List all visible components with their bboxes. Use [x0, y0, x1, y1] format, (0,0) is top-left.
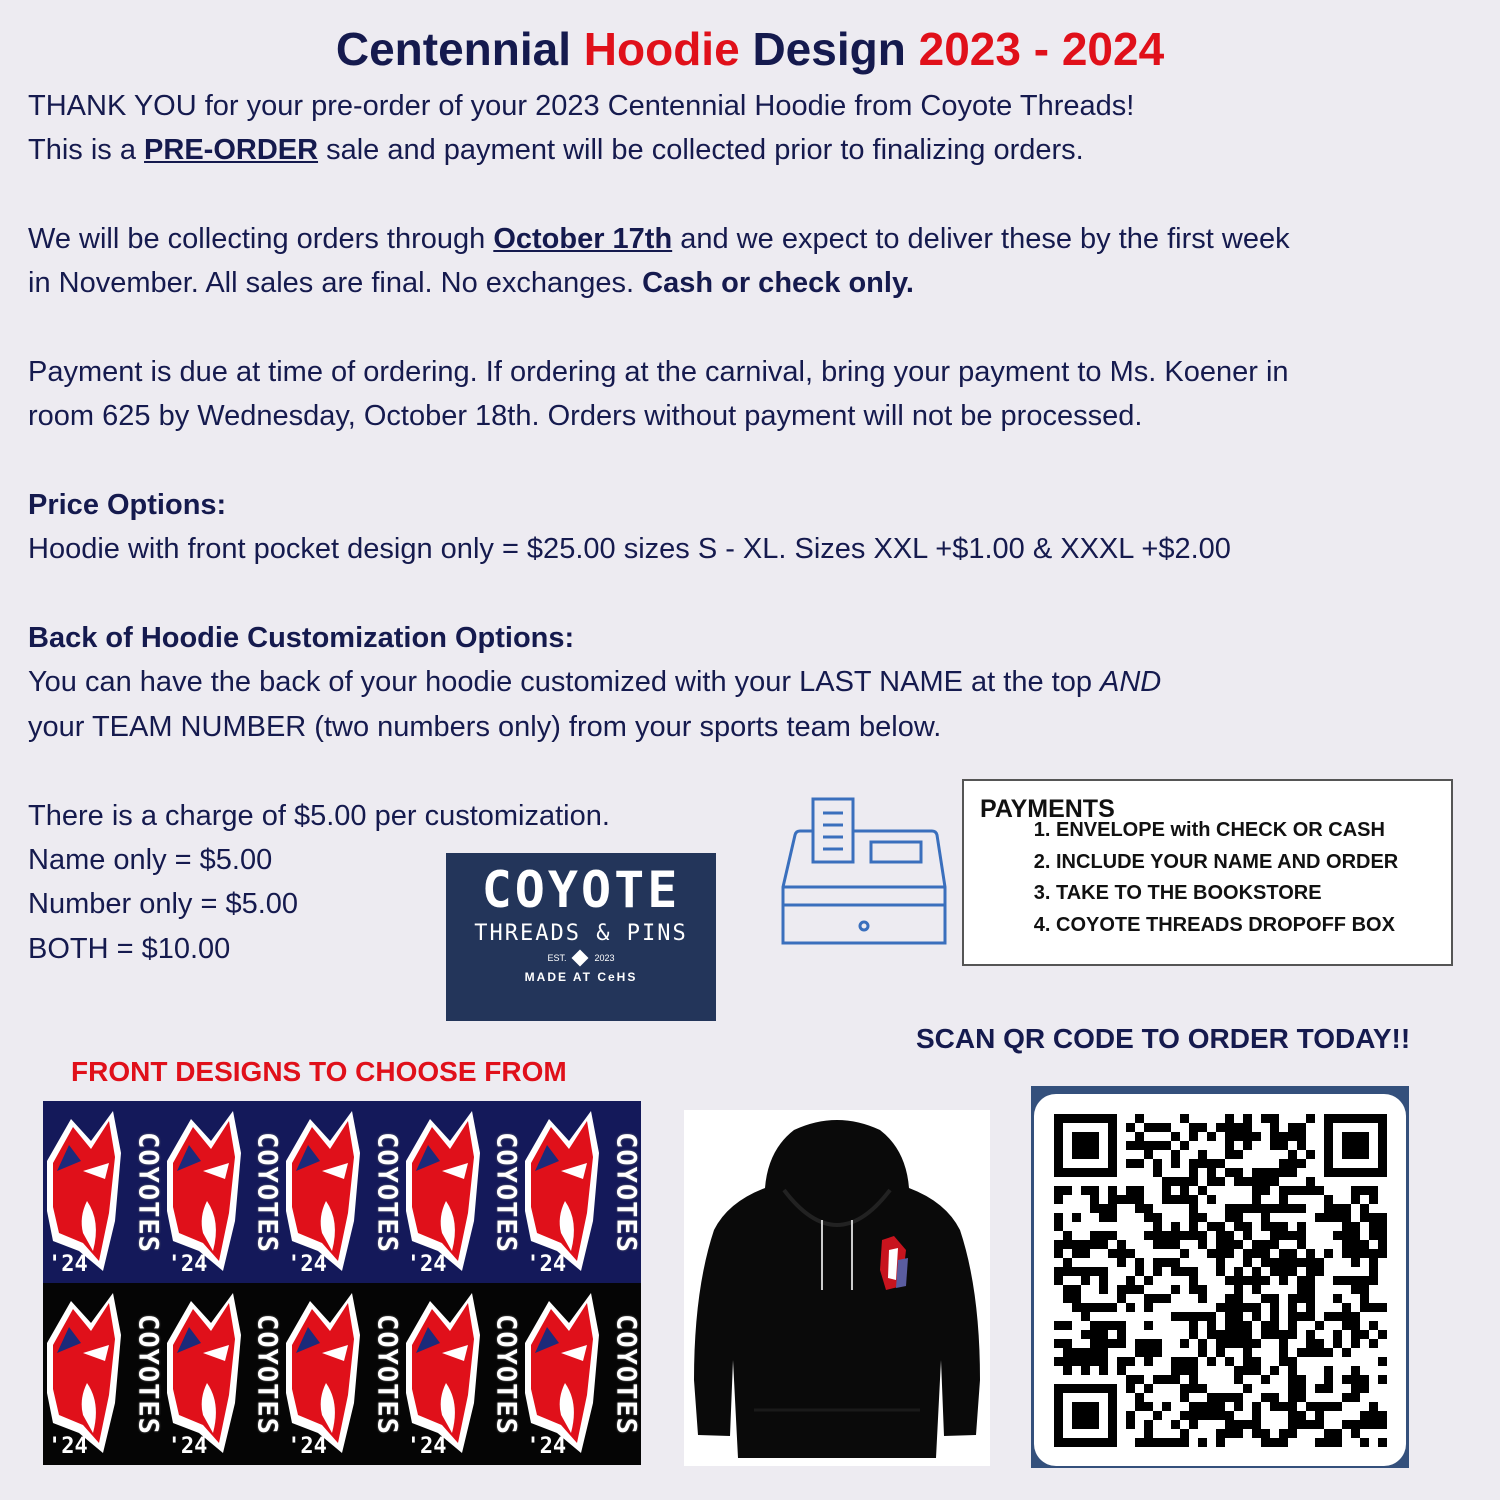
- custom-line-1: [28, 660, 1161, 704]
- logo-threads-pins: THREADS & PINS: [474, 921, 688, 946]
- payment-due-line-2: room 625 by Wednesday, October 18th. Orders without payment will not be processed.: [28, 400, 1143, 432]
- price-text: Hoodie with front pocket design only = $25.00 sizes S - XL. Sizes XXL +$1.00 & XXXL +$2.00: [28, 533, 1231, 565]
- logo-est: EST.: [547, 953, 567, 963]
- qr-code[interactable]: [1034, 1094, 1406, 1466]
- custom-heading: Back of Hoodie Customization Options:: [28, 622, 575, 654]
- deadline-date: October 17th: [493, 223, 673, 255]
- design-year: '24: [287, 1252, 327, 1277]
- design-year: '24: [406, 1434, 447, 1459]
- front-designs-grid: [43, 1101, 641, 1465]
- design-word: COYOTES: [251, 1132, 283, 1253]
- hoodie-photo: [684, 1110, 990, 1466]
- payments-steps: [1016, 815, 1398, 941]
- number-only-price: Number only = $5.00: [28, 888, 299, 920]
- design-word: COYOTES: [490, 1314, 522, 1435]
- design-year: '24: [48, 1252, 88, 1277]
- title-design: Design: [739, 23, 919, 75]
- design-year: '24: [167, 1434, 208, 1459]
- design-word: COYOTES: [490, 1132, 522, 1253]
- diamond-icon: [572, 950, 589, 967]
- custom-line-2: your TEAM NUMBER (two numbers only) from your sports team below.: [28, 711, 942, 743]
- hoodie-illustration: [684, 1110, 990, 1466]
- intro-post: sale and payment will be collected prior to finalizing orders.: [318, 134, 1084, 166]
- custom-line1-text: You can have the back of your hoodie customized with your LAST NAME at the top: [28, 666, 1101, 698]
- design-tile[interactable]: [163, 1283, 283, 1465]
- design-tile[interactable]: [282, 1283, 402, 1465]
- coyote-threads-logo: [446, 853, 716, 1021]
- intro-line-1: THANK YOU for your pre-order of your 2023 Centennial Hoodie from Coyote Threads!: [28, 90, 1135, 122]
- both-price: BOTH = $10.00: [28, 933, 231, 965]
- design-tile[interactable]: [163, 1101, 283, 1283]
- design-word: COYOTES: [371, 1132, 402, 1253]
- design-tile[interactable]: [402, 1101, 522, 1283]
- design-word: COYOTES: [610, 1132, 641, 1253]
- title-centennial: Centennial: [335, 23, 584, 75]
- design-tile[interactable]: [402, 1283, 522, 1465]
- design-year: '24: [406, 1252, 447, 1277]
- payment-step: 2. INCLUDE YOUR NAME AND ORDER: [1056, 847, 1398, 879]
- design-tile[interactable]: [43, 1101, 163, 1283]
- design-year: '24: [167, 1252, 208, 1277]
- dates-line-1: [28, 217, 1290, 261]
- payment-step: 1. ENVELOPE with CHECK OR CASH: [1056, 815, 1398, 847]
- design-word: COYOTES: [132, 1132, 163, 1253]
- logo-made-at: MADE AT CeHS: [524, 970, 638, 984]
- payments-box: [962, 779, 1453, 966]
- design-tile[interactable]: [282, 1101, 402, 1283]
- design-year: '24: [48, 1434, 88, 1459]
- logo-est-row: [446, 952, 716, 964]
- price-heading: Price Options:: [28, 489, 227, 521]
- payments-heading: PAYMENTS: [980, 795, 1115, 823]
- dates-line-2: [28, 261, 914, 305]
- design-word: COYOTES: [251, 1314, 283, 1435]
- qr-code-card: [1034, 1094, 1406, 1466]
- intro-pre: This is a: [28, 134, 145, 166]
- payment-step: 3. TAKE TO THE BOOKSTORE: [1056, 878, 1398, 910]
- payment-due-line-1: Payment is due at time of ordering. If ordering at the carnival, bring your payment to Ms. Koener in: [28, 356, 1289, 388]
- design-year: '24: [526, 1252, 567, 1277]
- intro-line-2: [28, 128, 1084, 172]
- design-word: COYOTES: [371, 1314, 402, 1435]
- payment-step: 4. COYOTE THREADS DROPOFF BOX: [1056, 910, 1398, 942]
- pre-order-emphasis: PRE-ORDER: [144, 134, 319, 166]
- title-hoodie: Hoodie: [583, 23, 740, 75]
- custom-and: AND: [1100, 666, 1162, 698]
- title-years: 2023 - 2024: [918, 23, 1165, 75]
- design-tile[interactable]: [521, 1101, 641, 1283]
- logo-coyote: COYOTE: [481, 861, 681, 919]
- name-only-price: Name only = $5.00: [28, 844, 273, 876]
- design-tile[interactable]: [43, 1283, 163, 1465]
- design-tile[interactable]: [521, 1283, 641, 1465]
- cash-register-icon: [780, 795, 950, 945]
- dates-pre: We will be collecting orders through: [28, 223, 494, 255]
- dates-line2-pre: in November. All sales are final. No exchanges.: [28, 267, 643, 299]
- cash-check-only: Cash or check only.: [642, 267, 914, 299]
- page-title: [0, 22, 1500, 76]
- design-year: '24: [287, 1434, 327, 1459]
- dates-post: and we expect to deliver these by the first week: [672, 223, 1290, 255]
- charge-line: There is a charge of $5.00 per customization.: [28, 800, 610, 832]
- scan-qr-heading: SCAN QR CODE TO ORDER TODAY!!: [916, 1023, 1411, 1054]
- design-year: '24: [526, 1434, 567, 1459]
- design-word: COYOTES: [132, 1314, 163, 1435]
- design-word: COYOTES: [610, 1314, 641, 1435]
- front-designs-heading: FRONT DESIGNS TO CHOOSE FROM: [71, 1056, 567, 1087]
- logo-year: 2023: [594, 953, 615, 963]
